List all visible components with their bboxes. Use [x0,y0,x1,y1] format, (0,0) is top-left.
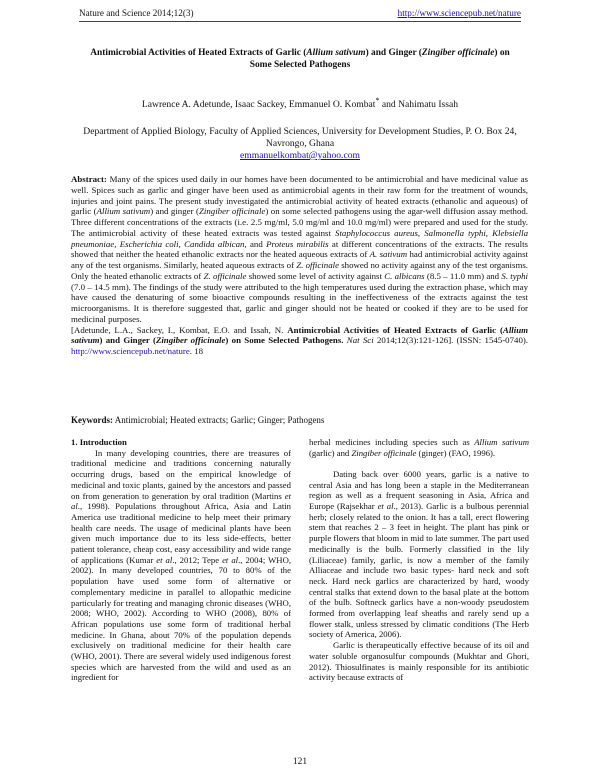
affiliation [79,126,521,162]
journal-url-link[interactable]: http://www.sciencepub.net/nature [397,8,521,18]
intro-paragraph-2: Dating back over 6000 years, garlic is a native to central Asia and has long been a staple in the Mediterranean region as well as a frequent seasoning in Asia, Africa and Europe (Rajsekhar et al., 2013). Garlic is a bulbous perennial herb; closely related to the onion. It has a tall, erect flowering stem that reaches 2 – 3 feet in height. The plant has pink or purple flowers that bloom in mid to late summer. The part used medicinally is the bulb. Formerly classified in the lily (Liliaceae) family, garlic, is now a member of the family Alliaceae and include two basic types- hard neck and soft neck. Hard neck garlics are characterized by hard, woody central stalks that extend down to the basal plate at the bottom of the bulb. Softneck garlics have a non-woody pseudostem formed from overlapping leaf sheaths and rarely send up a flower stalk, unless stressed by climatic conditions (The Herb society of America, 2006). [309,468,529,640]
paper-title: Antimicrobial Activities of Heated Extracts of Garlic (Allium sativum) and Ginger (Zingiber officinale) on Some Selected Pathogens [90,48,510,70]
header-rule [79,21,521,22]
author-email-link[interactable]: emmanuelkombat@yahoo.com [240,150,360,161]
intro-paragraph-3: Garlic is therapeutically effective because of its oil and water soluble organosulfur compounds (Mukhtar and Ghori, 2012). Thiosulfinates is mainly responsible for its antibiotic activity because extracts of [309,640,529,683]
intro-paragraph-1-cont: herbal medicines including species such as Allium sativum (garlic) and Zingiber officinale (ginger) (FAO, 1996). [309,437,529,458]
running-header [79,8,521,22]
author-list: Lawrence A. Adetunde, Isaac Sackey, Emmanuel O. Kombat* and Nahimatu Issah [141,96,459,111]
page-number: 121 [292,757,308,767]
abstract: Abstract: Many of the spices used daily in our homes have been documented to be antimicrobial and have medicinal value as well. Spices such as garlic and ginger have been used as antimicrobial agents in their raw form for the treatment of wounds, injuries and joint pains. The present study investigated the antimicrobial activity of heated extracts (ethanolic and aqueous) of garlic (Allium sativum) and ginger (Zingiber officinale) on some selected pathogens using the agar-well diffusion assay method. Three different concentrations of the extracts (i.e. 2.5 mg/ml, 5.0 mg/ml and 10.0 mg/ml) were prepared and used for the study. The antimicrobial activity of these heated extracts was tested against Staphylococcus aureus, Salmonella typhi, Klebsiella pneumoniae, Escherichia coli, Candida albican, and Proteus mirabilis at different concentrations of the extracts. The results showed that neither the heated ethanolic extracts nor the heated aqueous extracts of A. sativum had antimicrobial activity against any of the test organisms. Similarly, heated aqueous extracts of Z. officinale showed no activity against any of the test organisms. Only the heated ethanolic extracts of Z. officinale showed some level of activity against C. albicans (8.5 – 11.0 mm) and S. typhi (7.0 – 14.5 mm). The findings of the study were attributed to the high temperatures used during the extraction phase, which may have caused the denaturing of some bioactive compounds resulting in the ineffectiveness of the extracts against the test microorganisms. It is therefore suggested that, garlic and ginger should not be heated or cooked if they are to be used for medicinal purposes. [Adetunde, L.A., Sackey, I., Kombat, E.O. and Issah, N. Antimicrobial Activities of Heated Extracts of Garlic (Allium sativum) and Ginger (Zingiber officinale) on Some Selected Pathogens. Nat Sci 2014;12(3):121-126]. (ISSN: 1545-0740). http://www.sciencepub.net/nature. 18 [71,174,529,356]
section-heading-introduction: 1. Introduction [71,437,127,447]
right-column [309,437,529,683]
affiliation-line-2: Navrongo, Ghana [265,138,335,149]
affiliation-line-1: Department of Applied Biology, Faculty of Applied Sciences, University for Development Studies, P. O. Box 24, [83,126,517,137]
keywords: Keywords: Antimicrobial; Heated extracts; Garlic; Ginger; Pathogens [71,415,325,425]
citation-block: [Adetunde, L.A., Sackey, I., Kombat, E.O. and Issah, N. Antimicrobial Activities of Heated Extracts of Garlic (Allium sativum) and Ginger (Zingiber officinale) on Some Selected Pathogens. Nat Sci 2014;12(3):121-126]. (ISSN: 1545-0740). http://www.sciencepub.net/nature. 18 [71,324,529,356]
journal-citation: Nature and Science 2014;12(3) [79,8,194,18]
citation-url-link[interactable]: http://www.sciencepub.net/nature [71,346,190,356]
abstract-label: Abstract: [71,174,107,184]
keywords-label: Keywords: [71,415,113,425]
left-column [71,437,291,683]
intro-paragraph-1: In many developing countries, there are treasures of traditional medicine and traditions concerning naturally occurring drugs, based on the empirical knowledge of medicinal and toxic plants, gained by the ancestors and passed on from generation to generation by oral tradition (Martins et al., 1998). Populations throughout Africa, Asia and Latin America use traditional medicine to help meet their primary health care needs. The usage of medicinal plants have been given much importance due to its less side-effects, better patient tolerance, cheap cost, easy accessibility and wide range of applications (Kumar et al., 2012; Tepe et al., 2004; WHO, 2002). In many developed countries, 70 to 80% of the population have used some form of alternative or complementary medicine in parallel to allopathic medicine particularly for treating and managing chronic diseases (WHO, 2008; WHO, 2002). According to WHO (2008), 80% of African populations use some form of traditional herbal medicine. In Ghana, about 70% of the population depends exclusively on traditional medicine for their health care (WHO, 2001). There are several widely used indigenous forest species which are harvested from the wild and used as an ingredient for [71,447,292,683]
